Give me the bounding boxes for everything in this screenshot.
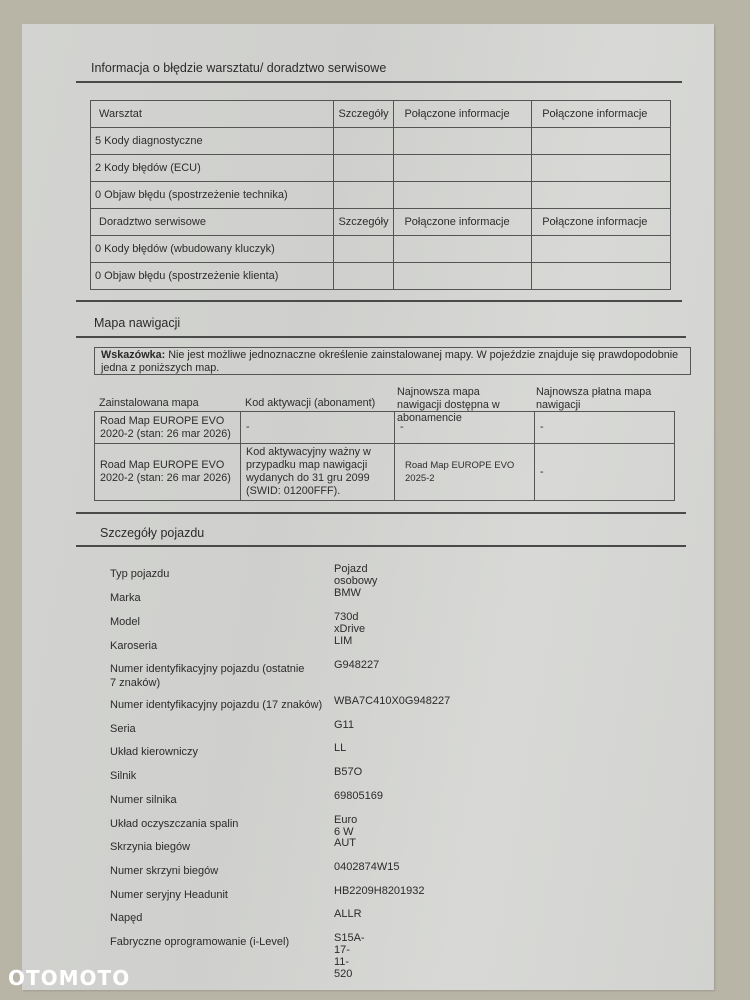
detail-label: Układ kierowniczy (110, 746, 199, 758)
table-cell: Road Map EUROPE EVO 2020-2 (stan: 26 mar 2026) (95, 444, 241, 501)
detail-label: Numer seryjny Headunit (110, 889, 228, 901)
table-cell: Kod aktywacyjny ważny w przypadku map nawigacji wydanych do 31 gru 2099 (SWID: 01200FFF). (241, 444, 395, 501)
table-row (91, 182, 671, 209)
hint-box (94, 347, 691, 375)
column-header: Kod aktywacji (abonament) (245, 397, 376, 409)
detail-value: ALLR (334, 908, 362, 920)
table-row (91, 236, 671, 263)
nav-map-table (94, 411, 675, 501)
section-divider (76, 81, 682, 83)
detail-value: BMW (334, 587, 361, 599)
table-cell: 0 Kody błędów (wbudowany kluczyk) (91, 236, 334, 263)
table-cell: Road Map EUROPE EVO 2020-2 (stan: 26 mar 2026) (95, 412, 241, 444)
section-divider (76, 512, 686, 514)
detail-label: Numer silnika (110, 794, 177, 806)
detail-label: Numer identyfikacyjny pojazdu (17 znaków) (110, 699, 323, 711)
detail-label: Marka (110, 592, 141, 604)
nav-section-title: Mapa nawigacji (94, 316, 181, 330)
detail-value: B57O (334, 766, 363, 778)
header-cell: Połączone informacje (532, 101, 671, 128)
section-divider (76, 545, 686, 547)
detail-value: G948227 (334, 659, 380, 671)
section-divider (76, 300, 682, 302)
detail-value: S15A-17-11-520 (334, 932, 365, 980)
workshop-section-title: Informacja o błędzie warsztatu/ doradztwo serwisowe (91, 61, 387, 75)
table-cell: - (241, 412, 395, 444)
table-row (95, 444, 675, 501)
detail-label: Seria (110, 723, 136, 735)
table-row (91, 128, 671, 155)
detail-value: Euro 6 W (334, 814, 358, 838)
column-header: Najnowsza mapa nawigacji dostępna w abonamencie (397, 386, 500, 424)
table-cell: 0 Objaw błędu (spostrzeżenie technika) (91, 182, 334, 209)
table-cell: - (395, 412, 535, 444)
workshop-table (90, 100, 671, 290)
section-divider (76, 336, 686, 338)
detail-label: Napęd (110, 912, 143, 924)
column-header: Zainstalowana mapa (99, 397, 199, 409)
detail-label: Fabryczne oprogramowanie (i-Level) (110, 936, 290, 948)
table-cell: 5 Kody diagnostyczne (91, 128, 334, 155)
header-cell: Połączone informacje (394, 209, 532, 236)
table-cell: Road Map EUROPE EVO 2025-2 (395, 444, 535, 501)
header-cell: Połączone informacje (532, 209, 671, 236)
vehicle-section-title: Szczegóły pojazdu (100, 526, 205, 540)
detail-label: Skrzynia biegów (110, 841, 191, 853)
header-cell: Warsztat (91, 101, 334, 128)
detail-label: Karoseria (110, 640, 158, 652)
detail-value: LL (334, 742, 347, 754)
detail-value: 0402874W15 (334, 861, 400, 873)
detail-label: Numer identyfikacyjny pojazdu (ostatnie 7 znaków) (110, 663, 305, 689)
detail-label: Numer skrzyni biegów (110, 865, 219, 877)
detail-label: Silnik (110, 770, 137, 782)
table-cell: - (535, 412, 675, 444)
detail-value: WBA7C410X0G948227 (334, 695, 451, 707)
header-cell: Szczegóły (334, 101, 394, 128)
table-header-row (91, 209, 671, 236)
detail-label: Model (110, 616, 140, 628)
otomoto-watermark-logo: OTOMOTO (8, 966, 131, 990)
table-cell: 0 Objaw błędu (spostrzeżenie klienta) (91, 263, 334, 290)
detail-value: AUT (334, 837, 356, 849)
hint-text: Nie jest możliwe jednoznaczne określenie zainstalowanej mapy. W pojeździe znajduje się prawdopodobnie jedna z poniższych map. (101, 349, 679, 374)
header-cell: Szczegóły (334, 209, 394, 236)
detail-value: 730d xDrive (334, 611, 366, 635)
detail-value: HB2209H8201932 (334, 885, 425, 897)
table-row (95, 412, 675, 444)
table-header-row (91, 101, 671, 128)
detail-value: LIM (334, 635, 353, 647)
detail-value: Pojazd osobowy (334, 563, 378, 587)
table-cell: 2 Kody błędów (ECU) (91, 155, 334, 182)
table-row (91, 263, 671, 290)
detail-value: 69805169 (334, 790, 383, 802)
table-row (91, 155, 671, 182)
header-cell: Doradztwo serwisowe (91, 209, 334, 236)
header-cell: Połączone informacje (394, 101, 532, 128)
hint-label: Wskazówka: (101, 349, 166, 361)
detail-label: Układ oczyszczania spalin (110, 818, 239, 830)
detail-value: G11 (334, 719, 354, 731)
column-header: Najnowsza płatna mapa nawigacji (536, 386, 652, 411)
detail-label: Typ pojazdu (110, 568, 170, 580)
table-cell: - (535, 444, 675, 501)
